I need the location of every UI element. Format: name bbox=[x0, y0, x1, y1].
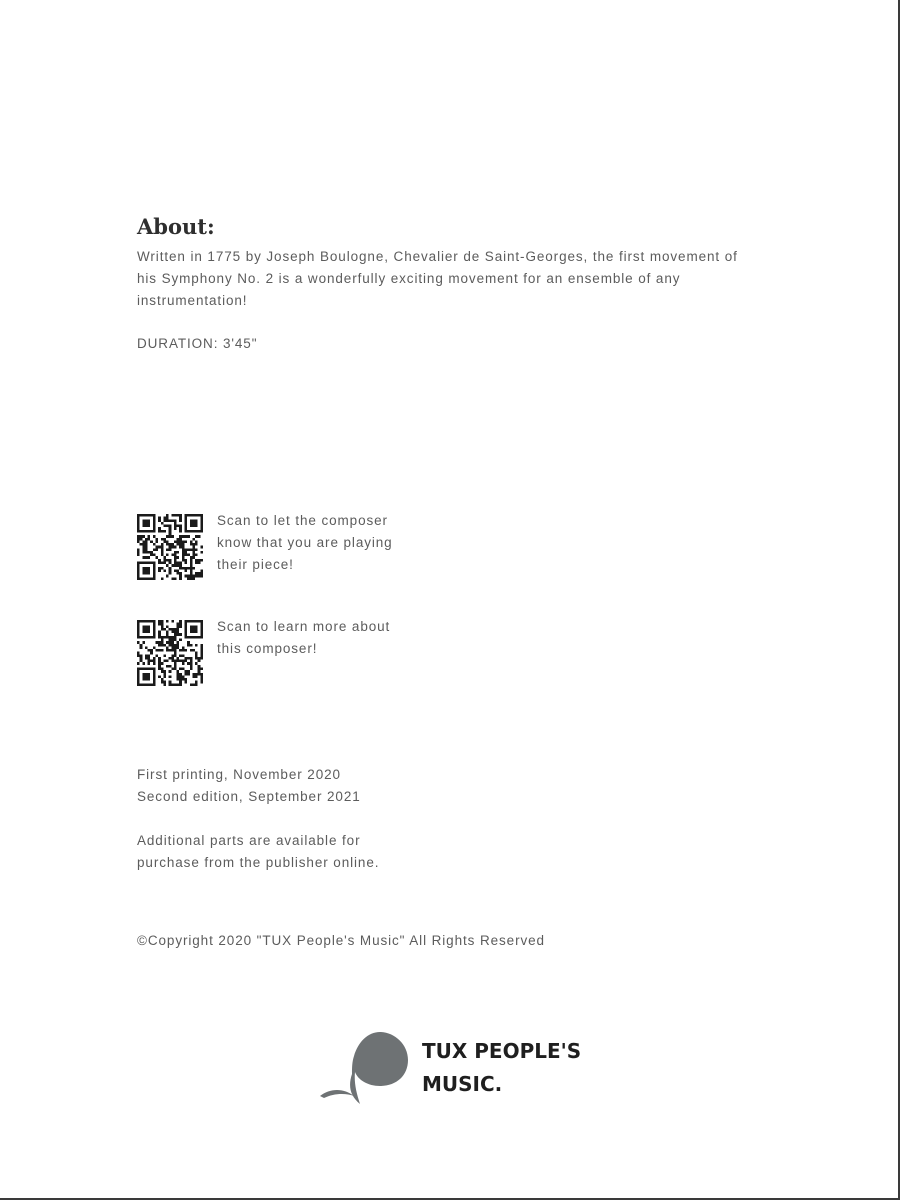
brand-line: MUSIC. bbox=[422, 1072, 503, 1096]
qr-caption-line: their piece! bbox=[217, 557, 294, 572]
about-heading: About: bbox=[137, 214, 215, 239]
second-edition: Second edition, September 2021 bbox=[137, 789, 361, 804]
additional-line: Additional parts are available for bbox=[137, 833, 361, 848]
duration-text: DURATION: 3'45" bbox=[137, 336, 258, 351]
qr-row-composer-info bbox=[137, 620, 447, 686]
qr-code-icon[interactable] bbox=[137, 514, 203, 580]
copyright-icon: © bbox=[137, 933, 148, 948]
qr-code-icon[interactable] bbox=[137, 620, 203, 686]
copyright-text: Copyright 2020 "TUX People's Music" All Rights Reserved bbox=[147, 933, 545, 948]
qr-caption-line: know that you are playing bbox=[217, 535, 393, 550]
publisher-logo bbox=[318, 1030, 581, 1106]
qr-caption-line: this composer! bbox=[217, 641, 318, 656]
qr-row-composer-feedback bbox=[137, 514, 447, 580]
qr-caption bbox=[217, 616, 447, 660]
qr-caption-line: Scan to learn more about bbox=[217, 619, 391, 634]
qr-caption-line: Scan to let the composer bbox=[217, 513, 388, 528]
printing-history bbox=[137, 764, 361, 808]
brand-name bbox=[422, 1035, 581, 1101]
copyright-line bbox=[137, 930, 545, 952]
first-printing: First printing, November 2020 bbox=[137, 767, 341, 782]
qr-caption bbox=[217, 510, 447, 576]
about-body: Written in 1775 by Joseph Boulogne, Chevalier de Saint-Georges, the first movement of his Symphony No. 2 is a wonderfully exciting movement for an ensemble of any instrumentation! bbox=[137, 249, 738, 308]
brand-line: TUX PEOPLE'S bbox=[422, 1039, 582, 1063]
additional-parts-note bbox=[137, 830, 437, 874]
additional-line: purchase from the publisher online. bbox=[137, 855, 380, 870]
speech-bubble-icon bbox=[318, 1030, 414, 1106]
